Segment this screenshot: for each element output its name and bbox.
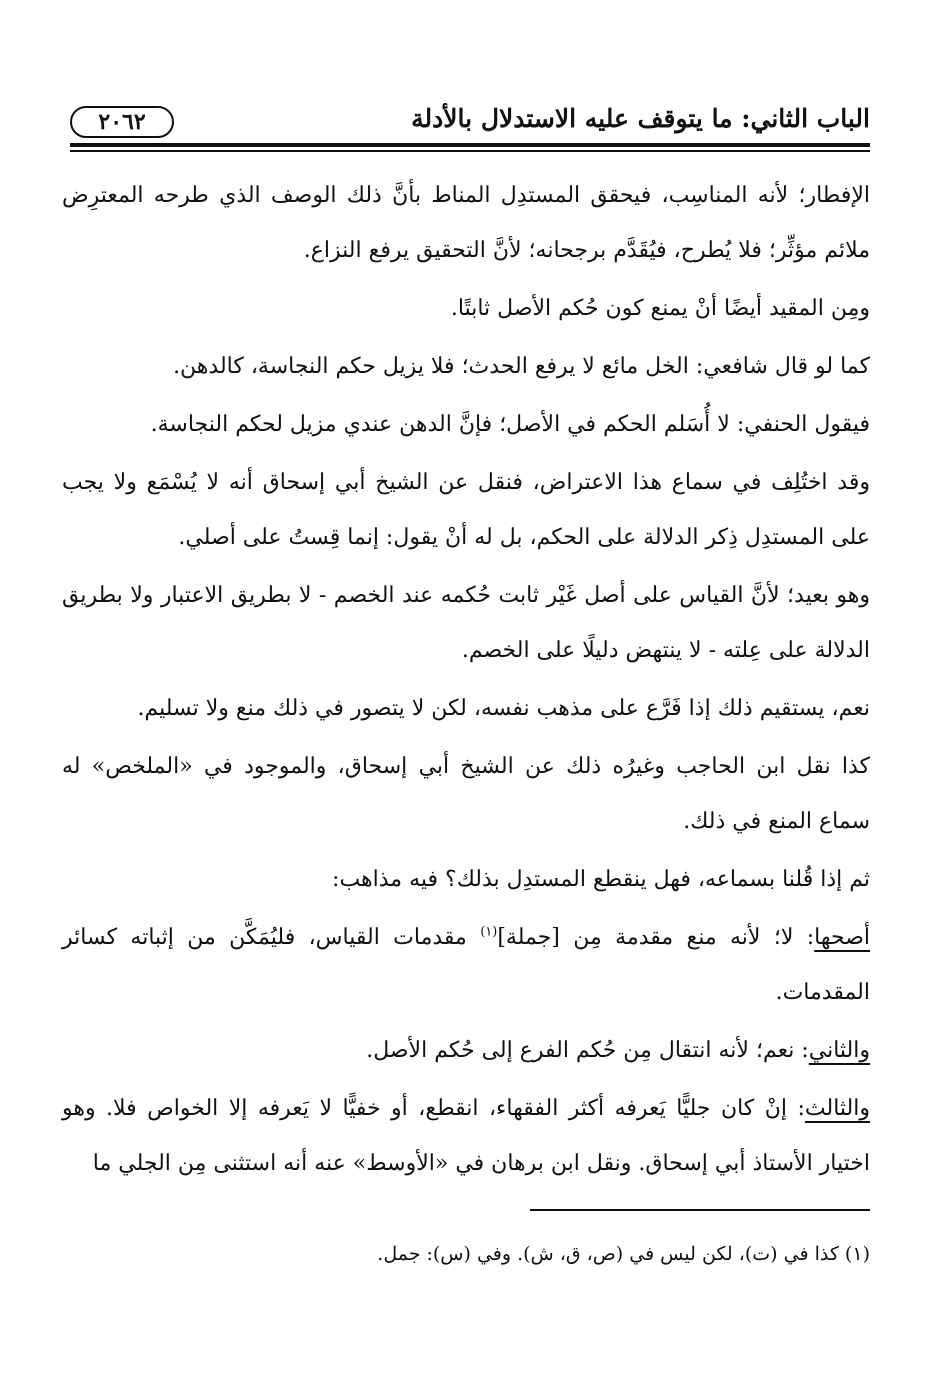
opinion-label: أصحها xyxy=(814,925,870,950)
opinion-text: : لا؛ لأنه منع مقدمة مِن [جملة] xyxy=(497,925,815,950)
opinion-text: : إنْ كان جليًّا يَعرفه أكثر الفقهاء، انقطع، أو خفيًّا لا يَعرفه إلا الخواص فلا. وهو اختيار الأستاذ أبي إسحاق. ونقل ابن برهان في «الأوسط» عنه أنه استثنى مِن الجلي ما xyxy=(62,1096,870,1176)
footnote-reference[interactable]: (١) xyxy=(480,924,498,940)
opinion-first xyxy=(62,910,870,1020)
opinion-text: : نعم؛ لأنه انتقال مِن حُكم الفرع إلى حُكم الأصل. xyxy=(366,1038,809,1063)
paragraph: الإفطار؛ لأنه المناسِب، فيحقق المستدِل المناط بأنَّ ذلك الوصف الذي طرحه المعترِض ملائم مؤثِّر؛ فلا يُطرح، فيُقَدَّم برجحانه؛ لأنَّ التحقيق يرفع النزاع. xyxy=(62,183,870,263)
paragraph: وهو بعيد؛ لأنَّ القياس على أصل غَيْر ثابت حُكمه عند الخصم - لا بطريق الاعتبار ولا بطريق الدلالة على عِلته - لا ينتهض دليلًا على الخصم. xyxy=(62,583,870,663)
header-rule-thick xyxy=(70,143,870,147)
paragraph: كذا نقل ابن الحاجب وغيرُه ذلك عن الشيخ أبي إسحاق، والموجود في «الملخص» له سماع المنع في ذلك. xyxy=(62,754,870,834)
chapter-title: الباب الثاني: ما يتوقف عليه الاستدلال بالأدلة xyxy=(411,104,870,133)
footnote-separator xyxy=(530,1209,870,1211)
main-text xyxy=(62,168,870,1191)
opinion-label: والثالث xyxy=(804,1096,870,1121)
header-rule-thin xyxy=(70,150,870,152)
running-header xyxy=(70,100,870,142)
paragraph: ثم إذا قُلنا بسماعه، فهل ينقطع المستدِل بذلك؟ فيه مذاهب: xyxy=(332,867,870,892)
paragraph: نعم، يستقيم ذلك إذا فَرَّع على مذهب نفسه، لكن لا يتصور في ذلك منع ولا تسليم. xyxy=(137,696,870,721)
opinion-second xyxy=(62,1023,870,1078)
paragraph: كما لو قال شافعي: الخل مائع لا يرفع الحدث؛ فلا يزيل حكم النجاسة، كالدهن. xyxy=(173,354,870,379)
footnote: (١) كذا في (ت)، لكن ليس في (ص، ق، ش). وفي (س): جمل. xyxy=(377,1243,870,1265)
paragraph: وقد اختُلِف في سماع هذا الاعتراض، فنقل عن الشيخ أبي إسحاق أنه لا يُسْمَع ولا يجب على المستدِل ذِكر الدلالة على الحكم، بل له أنْ يقول: إنما قِستُ على أصلي. xyxy=(62,470,870,550)
page-number-badge: ٢٠٦٢ xyxy=(70,106,174,138)
opinion-text: مقدمات القياس، فليُمَكَّن من إثباته كسائر المقدمات. xyxy=(62,925,870,1005)
paragraph: ومِن المقيد أيضًا أنْ يمنع كون حُكم الأصل ثابتًا. xyxy=(450,296,870,321)
paragraph: فيقول الحنفي: لا أُسَلم الحكم في الأصل؛ فإنَّ الدهن عندي مزيل لحكم النجاسة. xyxy=(150,412,870,437)
opinion-label: والثاني xyxy=(808,1038,870,1063)
opinion-third xyxy=(62,1081,870,1191)
